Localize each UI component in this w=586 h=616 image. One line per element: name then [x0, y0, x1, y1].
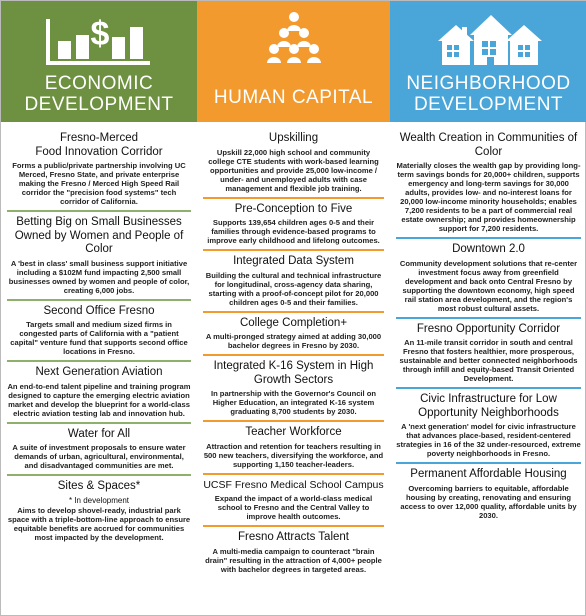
initiative-text: Community development solutions that re-center investment focus away from greenfield development and back onto Central Fresno by supporting the downtown economy, high speed rail station area development, and the region's most robust cultural assets. — [399, 258, 578, 313]
bar-chart-dollar-icon — [1, 11, 197, 67]
initiative-card — [396, 239, 581, 319]
initiative-card — [7, 212, 191, 301]
neighborhood-development-header — [390, 1, 586, 122]
initiative-heading: Fresno-Merced Food Innovation Corridor — [35, 132, 163, 158]
neighborhood-items — [390, 122, 586, 615]
initiative-card — [396, 319, 581, 390]
initiative-heading: Civic Infrastructure for Low Opportunity Neighborhoods — [418, 393, 559, 419]
initiative-text: A multi-media campaign to counteract "brain drain" resulting in the attraction of 4,000+ people with bachelor degrees in targeted areas. — [205, 546, 382, 574]
initiative-heading: Betting Big on Small Businesses Owned by Women and People of Color — [14, 216, 184, 255]
initiative-text: Upskill 22,000 high school and community college CTE students with work-based learning opportunities and provide 25,000 low-income / under- and unemployed adults with case management and flexible job training. — [208, 147, 379, 193]
neighborhood-development-column — [390, 1, 586, 615]
initiative-heading: Wealth Creation in Communities of Color — [399, 132, 578, 158]
initiative-card — [203, 313, 384, 357]
economic-items — [1, 122, 197, 615]
initiative-heading: Integrated Data System — [233, 255, 354, 267]
initiative-text: A suite of investment proposals to ensure water demands of urban, agricultural, environmental, and disadvantaged communities are met. — [12, 443, 186, 470]
initiative-card — [203, 475, 384, 528]
initiative-heading: UCSF Fresno Medical School Campus — [203, 478, 384, 491]
initiative-subnote: * In development — [68, 495, 130, 505]
initiative-text: Materially closes the wealth gap by providing long-term savings bonds for 20,000+ children, supports emergency and long-term savings for 30,000 adults, provides low- and no-interest loans for 20,000 low-income minority households; enables 7,200 residents to be a part of commercial real estate ownership; and provides homeownership support for 7,200 residents. — [396, 161, 581, 233]
initiative-heading: Downtown 2.0 — [452, 243, 525, 255]
initiative-text: Aims to develop shovel-ready, industrial park space with a triple-bottom-line approach to ensure equitable benefits are accrued for communities most impacted by the development. — [7, 505, 191, 542]
title-line-2: DEVELOPMENT — [413, 94, 564, 115]
column-title — [197, 87, 390, 108]
initiative-text: Forms a public/private partnership involving UC Merced, Fresno State, and private enterprise making the Fresno / Merced High Speed Rail corridor the "precision food systems" tech corridor of California. — [12, 161, 186, 206]
initiative-heading: Fresno Attracts Talent — [237, 531, 349, 543]
initiative-text: A 'next generation' model for civic infrastructure that advances place-based, resident-centered strategies in 16 of the 32 under-resourced, extreme poverty neighborhoods in Fresno. — [396, 422, 581, 458]
initiative-card — [203, 356, 384, 422]
initiative-text: Attraction and retention for teachers resulting in 500 new teachers, diversifying the workforce, and supporting 1,150 teacher-leaders. — [203, 441, 384, 469]
initiative-text: Expand the impact of a world-class medical school to Fresno and the Central Valley to improve health outcomes. — [214, 494, 373, 521]
initiative-text: In partnership with the Governor's Council on Higher Education, an integrated K-16 system graduating 8,700 students by 2030. — [210, 389, 377, 416]
initiative-card — [7, 301, 191, 363]
svg-text:$: $ — [90, 15, 110, 53]
initiative-card — [7, 476, 191, 546]
initiative-card — [203, 251, 384, 313]
initiative-card — [203, 199, 384, 252]
initiative-text: A multi-pronged strategy aimed at adding 30,000 bachelor degrees in Fresno by 2030. — [205, 332, 382, 350]
initiative-card — [203, 527, 384, 578]
initiative-heading: Second Office Fresno — [43, 304, 155, 317]
initiative-card — [396, 464, 581, 524]
initiative-card — [7, 362, 191, 424]
initiative-heading: Upskilling — [268, 132, 319, 144]
initiative-text: Targets small and medium sized firms in congested parts of California with a "patient capital" venture fund that supports second office locations in Fresno. — [10, 320, 188, 356]
economic-development-header — [1, 1, 197, 122]
initiative-card — [7, 424, 191, 477]
initiative-text: Building the cultural and technical infrastructure for longitudinal, cross-agency data sharing, starting with a proof-of-concept pilot for 20,000 children ages 0-5 and their families. — [205, 270, 382, 307]
initiative-heading: Fresno Opportunity Corridor — [416, 322, 561, 335]
initiative-card — [396, 389, 581, 464]
initiative-card — [203, 128, 384, 199]
people-group-icon — [197, 11, 390, 67]
houses-icon — [390, 11, 586, 67]
initiative-heading: College Completion+ — [239, 316, 348, 329]
title-line-2: DEVELOPMENT — [24, 94, 174, 115]
human-capital-column — [197, 1, 390, 615]
column-title — [1, 73, 197, 115]
initiative-heading: Teacher Workforce — [245, 426, 342, 438]
economic-development-column — [1, 1, 197, 615]
initiative-text: Supports 139,654 children ages 0-5 and their families through evidence-based programs to improve early childhood and lifelong outcomes. — [207, 218, 380, 245]
column-title — [390, 73, 586, 115]
initiative-text: An 11-mile transit corridor in south and central Fresno that fosters healthier, more prosperous, sustainable and better connected neighborhoods through infill and equity-based Transit Oriented Development. — [399, 338, 578, 383]
initiative-card — [396, 128, 581, 239]
initiative-card — [7, 128, 191, 212]
title-line-1: ECONOMIC — [44, 73, 154, 94]
initiative-text: A 'best in class' small business support initiative including a $102M fund impacting 2,500 small businesses owned by women and people of color, creating 6,000 jobs. — [8, 258, 190, 295]
human-capital-header — [197, 1, 390, 122]
initiative-heading: Water for All — [67, 427, 131, 440]
initiative-heading: Sites & Spaces* — [57, 480, 141, 492]
initiative-text: Overcoming barriers to equitable, affordable housing by creating, renovating and ensuring access to over 12,000 quality, affordable units by 2030. — [400, 483, 577, 520]
initiative-heading: Permanent Affordable Housing — [410, 468, 567, 480]
human-capital-items — [197, 122, 390, 615]
initiative-heading: Next Generation Aviation — [35, 366, 163, 378]
title-line-1: HUMAN CAPITAL — [213, 87, 374, 108]
title-line-1: NEIGHBORHOOD — [406, 73, 571, 94]
initiative-card — [203, 422, 384, 475]
initiative-heading: Pre-Conception to Five — [234, 202, 353, 215]
initiative-text: An end-to-end talent pipeline and training program designed to capture the emerging electric aviation market and develop the blueprint for a world-class electric aviation testing lab and innovation hub. — [7, 381, 191, 418]
initiative-heading: Integrated K-16 System in High Growth Sectors — [213, 360, 374, 386]
